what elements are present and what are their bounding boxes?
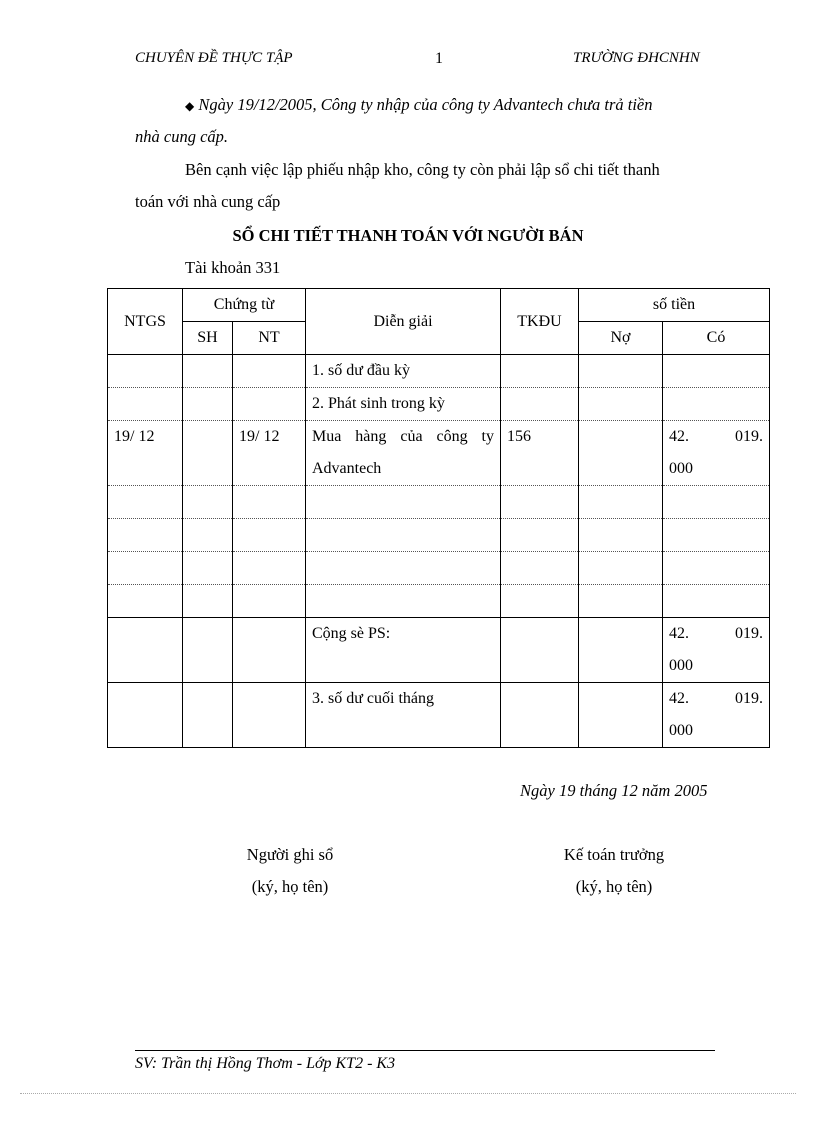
- cell-nt: 19/ 12: [233, 421, 306, 486]
- amount-part: 42.: [669, 690, 689, 707]
- header-nt: NT: [233, 322, 306, 355]
- cell-nt: [233, 355, 306, 388]
- cell-no: [579, 388, 663, 421]
- header-sh: SH: [183, 322, 233, 355]
- table-row: [108, 355, 770, 388]
- signature-right-title: Kế toán trưởng: [563, 845, 665, 864]
- signature-left: [190, 839, 390, 903]
- table-row-total: [108, 618, 770, 683]
- signature-right-note: (ký, họ tên): [575, 877, 653, 896]
- cell-no: [579, 355, 663, 388]
- date-line: Ngày 19 tháng 12 năm 2005: [520, 781, 708, 800]
- page-bottom-divider: [20, 1093, 796, 1094]
- amount-part: 000: [669, 722, 693, 739]
- cell-tkdu: [501, 388, 579, 421]
- cell-co: [663, 683, 770, 748]
- footer-divider: [135, 1050, 715, 1051]
- account-label: Tài khoản 331: [185, 258, 281, 277]
- header-left: CHUYÊN ĐỀ THỰC TẬP: [135, 50, 293, 66]
- table-row: [108, 388, 770, 421]
- amount-part: 000: [669, 657, 693, 674]
- table-row: [108, 519, 770, 552]
- cell-dien-giai: 2. Phát sinh trong kỳ: [306, 388, 501, 421]
- signature-left-note: (ký, họ tên): [251, 877, 329, 896]
- table-row: [108, 421, 770, 486]
- header-right: TRƯỜNG ĐHCNHN: [573, 50, 700, 66]
- bullet-text-line1: Ngày 19/12/2005, Công ty nhập của công ty Advantech chưa trả tiền: [198, 95, 653, 114]
- cell-nt: [233, 388, 306, 421]
- cell-co: [663, 421, 770, 486]
- header-chung-tu: Chứng từ: [183, 289, 306, 322]
- cell-no: [579, 421, 663, 486]
- signature-right: [514, 839, 714, 903]
- header-no: Nợ: [579, 322, 663, 355]
- paragraph-line1: Bên cạnh việc lập phiếu nhập kho, công ty còn phải lập sổ chi tiết thanh: [185, 160, 660, 179]
- amount-part: 019.: [735, 625, 763, 642]
- table-row-closing: [108, 683, 770, 748]
- amount-part: 019.: [735, 428, 763, 445]
- cell-tkdu: 156: [501, 421, 579, 486]
- amount-part: 019.: [735, 690, 763, 707]
- cell-sh: [183, 388, 233, 421]
- cell-co: [663, 618, 770, 683]
- cell-dien-giai: 1. số dư đầu kỳ: [306, 355, 501, 388]
- page-number: 1: [435, 50, 443, 67]
- cell-sh: [183, 355, 233, 388]
- header-dien-giai: Diễn giải: [306, 289, 501, 355]
- header-tkdu: TKĐU: [501, 289, 579, 355]
- header-ntgs: NTGS: [108, 289, 183, 355]
- paragraph-line2: toán với nhà cung cấp: [135, 192, 281, 211]
- table-row: [108, 486, 770, 519]
- diamond-bullet-icon: ◆: [185, 99, 195, 113]
- table-row: [108, 585, 770, 618]
- cell-sh: [183, 421, 233, 486]
- cell-tkdu: [501, 355, 579, 388]
- cell-dien-giai: Cộng sè PS:: [306, 618, 501, 683]
- bullet-text-line2: nhà cung cấp.: [135, 127, 229, 146]
- footer-text: SV: Trần thị Hồng Thơm - Lớp KT2 - K3: [135, 1055, 396, 1072]
- cell-ntgs: [108, 388, 183, 421]
- cell-dien-giai: 3. số dư cuối tháng: [306, 683, 501, 748]
- header-so-tien: số tiền: [579, 289, 770, 322]
- bullet-line: [185, 89, 652, 122]
- cell-co: [663, 388, 770, 421]
- ledger-title: SỔ CHI TIẾT THANH TOÁN VỚI NGƯỜI BÁN: [232, 226, 584, 245]
- amount-part: 42.: [669, 428, 689, 445]
- ledger-table: [107, 288, 770, 748]
- cell-ntgs: [108, 355, 183, 388]
- amount-part: 000: [669, 460, 693, 477]
- header-co: Có: [663, 322, 770, 355]
- cell-ntgs: 19/ 12: [108, 421, 183, 486]
- signature-left-title: Người ghi sổ: [246, 845, 334, 864]
- amount-part: 42.: [669, 625, 689, 642]
- cell-co: [663, 355, 770, 388]
- cell-dien-giai: Mua hàng của công ty Advantech: [306, 421, 501, 486]
- table-row: [108, 552, 770, 585]
